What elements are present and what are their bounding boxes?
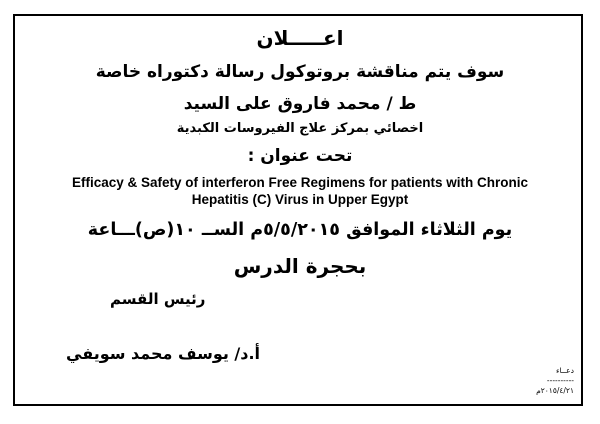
date-time-line: يوم الثلاثاء الموافق ٥/٥/٢٠١٥م الســ ١٠(ص)ـــاعة	[87, 220, 513, 240]
topic-heading: تحت عنوان :	[247, 146, 353, 166]
announcement-line-defense: سوف يتم مناقشة بروتوكول رسالة دكتوراه خاصة	[95, 62, 505, 82]
location-line: بحجرة الدرس	[233, 254, 367, 278]
candidate-name: ط / محمد فاروق على السيد	[183, 94, 417, 114]
reference-date: ٢٠١٥/٤/٢١م	[536, 386, 574, 395]
department-head-title: رئيس القسم	[110, 290, 206, 308]
reference-label: دعــاء	[555, 366, 574, 375]
announcement-title: اعـــــلان	[256, 26, 344, 50]
department-head-name: أ.د/ يوسف محمد سويفي	[66, 344, 261, 363]
thesis-title-line-1: Efficacy & Safety of interferon Free Regimens for patients with Chronic	[71, 175, 529, 190]
thesis-title-line-2: Hepatitis (C) Virus in Upper Egypt	[191, 192, 409, 207]
candidate-position: اخصائي بمركز علاج الفيروسات الكبدية	[176, 121, 424, 136]
reference-divider: ----------	[546, 376, 574, 385]
